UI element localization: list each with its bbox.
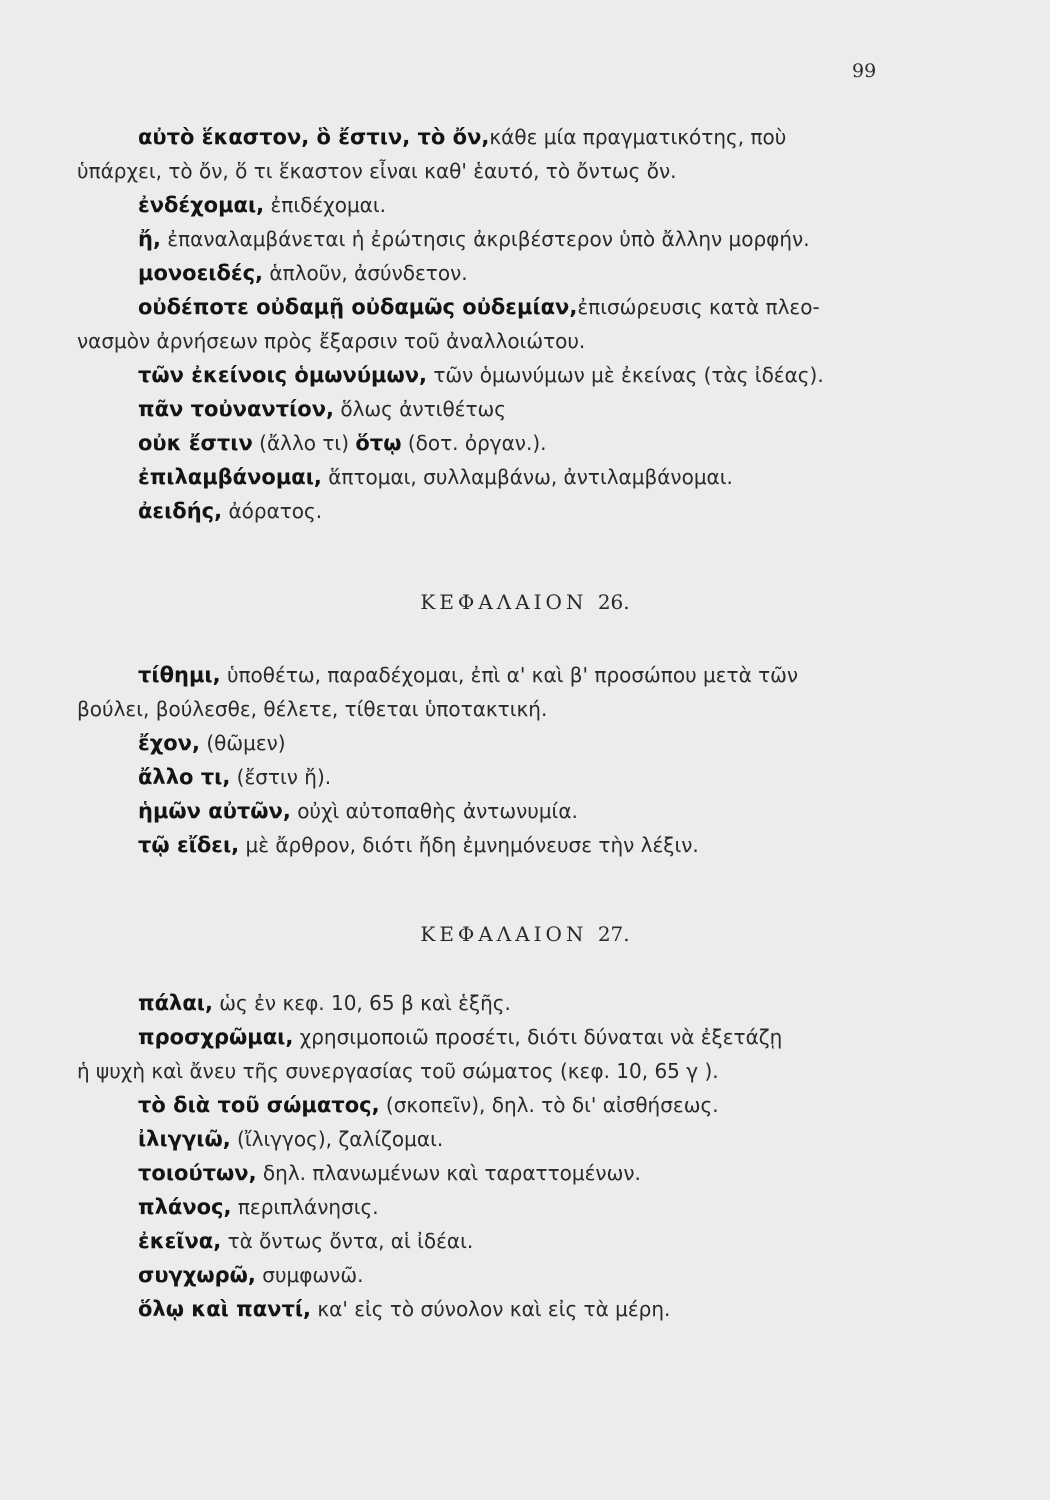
entry-line: [138, 662, 798, 688]
entry-definition: ἐπαναλαμβάνεται ἡ ἐρώτησις ἀκριβέστερον ὑπὸ ἄλλην μορφήν.: [167, 227, 810, 251]
entry-definition: (ἴλιγγος), ζαλίζομαι.: [237, 1127, 444, 1151]
entry-headword: ὅλῳ καὶ παντί,: [138, 1297, 312, 1321]
entry-line: [77, 328, 585, 354]
entry-definition: οὐχὶ αὐτοπαθὴς ἀντωνυμία.: [297, 799, 578, 823]
entry-definition: (ἔστιν ἤ).: [236, 765, 332, 789]
chapter-heading: [0, 922, 1050, 946]
entry-line: [77, 158, 677, 184]
entry-definition: ὅλως ἀντιθέτως: [340, 397, 507, 421]
entry-headword: ἔχον,: [138, 731, 200, 755]
entry-definition: (σκοπεῖν), δηλ. τὸ δι' αἰσθήσεως.: [385, 1093, 719, 1117]
entry-line: [138, 226, 810, 252]
entry-headword: ἐνδέχομαι,: [138, 193, 265, 217]
entry-headword: ἐκεῖνα,: [138, 1229, 222, 1253]
entry-line: [138, 990, 511, 1016]
entry-line: [77, 696, 547, 722]
entry-headword: μονοειδές,: [138, 261, 264, 285]
entry-line: [138, 464, 733, 490]
entry-definition: (ἄλλο τι): [259, 431, 350, 455]
entry-headword: οὐκ ἔστιν: [138, 431, 253, 455]
entry-line: [138, 832, 699, 858]
entry-definition: βούλει, βούλεσθε, θέλετε, τίθεται ὑποτακτική.: [77, 697, 548, 721]
entry-headword: τὸ διὰ τοῦ σώματος,: [138, 1093, 380, 1117]
chapter-heading: [0, 590, 1050, 614]
entry-headword: ἰλιγγιῶ,: [138, 1127, 231, 1151]
entry-definition: ἀόρατος.: [228, 499, 323, 523]
chapter-title: ΚΕΦΑΛΑΙΟΝ: [420, 590, 588, 614]
entry-headword: ἤ,: [138, 227, 161, 251]
entry-definition: ἐπιδέχομαι.: [270, 193, 386, 217]
entry-line: [138, 260, 468, 286]
entry-headword: τοιούτων,: [138, 1161, 257, 1185]
entry-headword: προσχρῶμαι,: [138, 1025, 294, 1049]
entry-headword: τῷ εἴδει,: [138, 833, 240, 857]
entry-line: [138, 362, 824, 388]
entry-headword: αὐτὸ ἕκαστον, ὃ ἔστιν, τὸ ὄν,: [138, 125, 490, 149]
chapter-title: ΚΕΦΑΛΑΙΟΝ: [420, 922, 588, 946]
entry-line: [138, 1262, 363, 1288]
entry-definition: περιπλάνησις.: [237, 1195, 379, 1219]
entry-line: [138, 294, 820, 320]
entry-line: [138, 1092, 719, 1118]
entry-definition: ἡ ψυχὴ καὶ ἄνευ τῆς συνεργασίας τοῦ σώματος (κεφ. 10, 65 γ ).: [77, 1059, 719, 1083]
entry-headword: ἀειδής,: [138, 499, 223, 523]
entry-headword: πλάνος,: [138, 1195, 232, 1219]
entry-headword: τῶν ἐκείνοις ὁμωνύμων,: [138, 363, 428, 387]
entry-line: [138, 124, 786, 150]
entry-definition: μὲ ἄρθρον, διότι ἤδη ἐμνημόνευσε τὴν λέξιν.: [245, 833, 699, 857]
entry-definition: συμφωνῶ.: [262, 1263, 364, 1287]
entry-definition: κάθε μία πραγματικότης, ποὺ: [489, 125, 787, 149]
entry-line: [77, 1058, 719, 1084]
entry-line: [138, 1228, 473, 1254]
entry-headword: συγχωρῶ,: [138, 1263, 256, 1287]
entry-definition: νασμὸν ἀρνήσεων πρὸς ἔξαρσιν τοῦ ἀναλλοιώτου.: [77, 329, 586, 353]
entry-definition: ἅπτομαι, συλλαμβάνω, ἀντιλαμβάνομαι.: [328, 465, 733, 489]
entry-line: [138, 1024, 782, 1050]
entry-line: [138, 798, 578, 824]
entry-definition: τῶν ὁμωνύμων μὲ ἐκείνας (τὰς ἰδέας).: [433, 363, 824, 387]
chapter-number: 27.: [597, 922, 630, 946]
entry-headword: πάλαι,: [138, 991, 213, 1015]
entry-headword: ἡμῶν αὐτῶν,: [138, 799, 291, 823]
entry-line: [138, 1194, 379, 1220]
entry-definition: ὑπάρχει, τὸ ὄν, ὅ τι ἕκαστον εἶναι καθ' ἑαυτό, τὸ ὄντως ὄν.: [77, 159, 677, 183]
entry-line: [138, 192, 386, 218]
entry-definition: χρησιμοποιῶ προσέτι, διότι δύναται νὰ ἐξετάζῃ: [299, 1025, 783, 1049]
entry-definition: (δοτ. ὀργαν.).: [407, 431, 547, 455]
entry-definition: τὰ ὄντως ὄντα, αἱ ἰδέαι.: [227, 1229, 474, 1253]
entry-definition: ὡς ἐν κεφ. 10, 65 β καὶ ἑξῆς.: [219, 991, 511, 1015]
entry-line: [138, 764, 331, 790]
entry-headword: πᾶν τοὐναντίον,: [138, 397, 334, 421]
entry-line: [138, 730, 286, 756]
entry-headword: τίθημι,: [138, 663, 221, 687]
entry-line: [138, 396, 506, 422]
entry-line: [138, 498, 322, 524]
entry-definition: (θῶμεν): [206, 731, 286, 755]
chapter-number: 26.: [597, 590, 630, 614]
entry-definition: κα' εἰς τὸ σύνολον καὶ εἰς τὰ μέρη.: [317, 1297, 671, 1321]
page-number: 99: [852, 60, 877, 82]
entry-headword: ἐπιλαμβάνομαι,: [138, 465, 322, 489]
entry-definition: δηλ. πλανωμένων καὶ ταραττομένων.: [262, 1161, 641, 1185]
entry-line: [138, 1160, 641, 1186]
entry-headword: οὐδέποτε οὐδαμῇ οὐδαμῶς οὐδεμίαν,: [138, 295, 578, 319]
entry-line: [138, 1296, 670, 1322]
entry-definition: ἁπλοῦν, ἀσύνδετον.: [269, 261, 468, 285]
entry-headword: ἄλλο τι,: [138, 765, 231, 789]
entry-line: [138, 1126, 443, 1152]
entry-headword: ὅτῳ: [355, 431, 402, 455]
entry-line: [138, 430, 547, 456]
entry-definition: ἐπισώρευσις κατὰ πλεο-: [577, 295, 820, 319]
entry-definition: ὑποθέτω, παραδέχομαι, ἐπὶ α' καὶ β' προσώπου μετὰ τῶν: [226, 663, 799, 687]
